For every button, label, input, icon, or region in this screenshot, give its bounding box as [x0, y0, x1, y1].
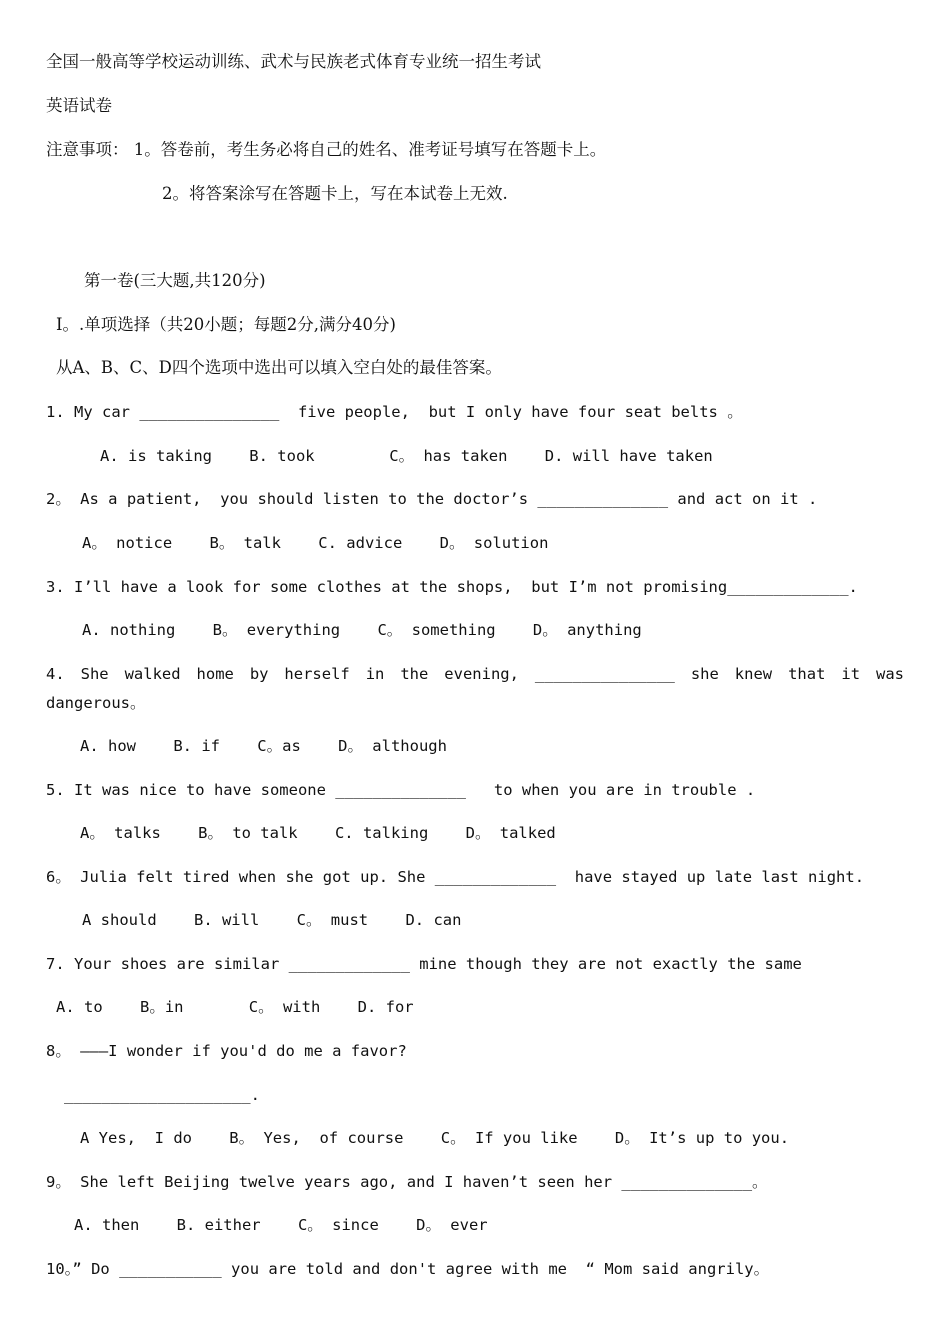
question-4-options: A. how B. if C。as D。 although: [80, 737, 447, 755]
question-2: 2。 As a patient, you should listen to the doctor’s ______________ and act on it .: [46, 490, 818, 508]
question-9-options: A. then B. either C。 since D。 ever: [74, 1216, 488, 1234]
question-3: 3. I’ll have a look for some clothes at the shops, but I’m not promising_____________.: [46, 578, 858, 596]
question-8: 8。 ———I wonder if you'd do me a favor?: [46, 1042, 407, 1060]
question-4-line-2: dangerous。: [46, 694, 146, 712]
question-9: 9。 She left Beijing twelve years ago, and I haven’t seen her ______________。: [46, 1173, 768, 1191]
question-1-options: A. is taking B. took C。 has taken D. will have taken: [100, 447, 713, 465]
question-8-options: A Yes, I do B。 Yes, of course C。 If you like D。 It’s up to you.: [80, 1129, 790, 1147]
question-5-options: A。 talks B。 to talk C. talking D。 talked: [80, 824, 556, 842]
question-5: 5. It was nice to have someone ______________ to when you are in trouble .: [46, 781, 756, 799]
question-4-line-1: 4. She walked home by herself in the evening, _______________ she knew that it was: [46, 665, 904, 683]
notice-2: 2。将答案涂写在答题卡上，写在本试卷上无效.: [162, 184, 508, 203]
question-7: 7. Your shoes are similar _____________ mine though they are not exactly the same: [46, 955, 802, 973]
question-1: 1. My car _______________ five people, but I only have four seat belts 。: [46, 403, 743, 421]
part-title: 第一卷(三大题,共120分): [84, 271, 266, 290]
question-2-options: A。 notice B。 talk C. advice D。 solution: [82, 534, 549, 552]
exam-title: 全国一般高等学校运动训练、武术与民族老式体育专业统一招生考试: [46, 52, 541, 71]
question-6-options: A should B. will C。 must D. can: [82, 911, 462, 929]
question-10: 10。” Do ___________ you are told and don't agree with me “ Mom said angrily。: [46, 1260, 770, 1278]
question-6: 6。 Julia felt tired when she got up. She _____________ have stayed up late last night.: [46, 868, 865, 886]
question-3-options: A. nothing B。 everything C。 something D。 anything: [82, 621, 642, 639]
section-instruction: 从A、B、C、D四个选项中选出可以填入空白处的最佳答案。: [56, 358, 502, 377]
question-8-answer-blank: ____________________.: [64, 1086, 260, 1104]
section-heading: I。.单项选择（共20小题；每题2分,满分40分): [56, 315, 396, 334]
exam-subject: 英语试卷: [46, 96, 112, 115]
question-7-options: A. to B。in C。 with D. for: [56, 998, 414, 1016]
notice-1: 注意事项： 1。答卷前，考生务必将自己的姓名、准考证号填写在答题卡上。: [46, 140, 607, 159]
